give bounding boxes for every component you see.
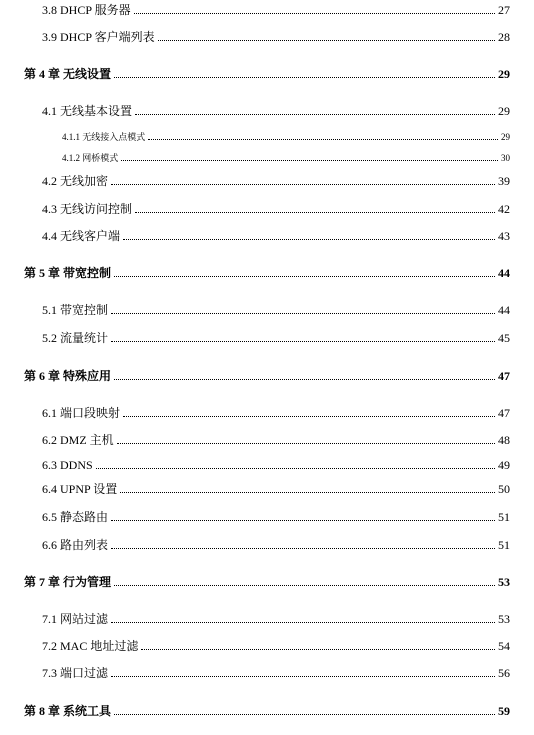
toc-page-number: 50 [498,482,510,496]
toc-page-number: 48 [498,433,510,447]
dot-leader [96,468,495,469]
dot-leader [111,341,495,342]
toc-entry-5-1[interactable] [42,301,510,318]
dot-leader [111,622,495,623]
dot-leader [117,443,495,444]
dot-leader [135,212,495,213]
toc-page-number: 29 [498,67,510,81]
toc-entry-6-4[interactable] [42,480,510,497]
toc-entry-6-2[interactable] [42,431,510,448]
toc-title: 7.3 端口过滤 [42,666,109,680]
toc-title: 第 4 章 无线设置 [24,67,112,81]
toc-page-number: 27 [498,3,510,17]
toc-page-number: 43 [498,229,510,243]
dot-leader [120,492,495,493]
toc-title: 4.4 无线客户端 [42,229,121,243]
toc-chapter-4[interactable] [24,65,510,82]
toc-title: 第 8 章 系统工具 [24,704,112,718]
dot-leader [135,114,495,115]
toc-entry-7-2[interactable] [42,637,510,654]
dot-leader [158,40,495,41]
toc-page-number: 47 [498,406,510,420]
toc-entry-3-8[interactable] [42,1,510,18]
toc-title: 第 7 章 行为管理 [24,575,112,589]
toc-title: 5.2 流量统计 [42,331,109,345]
toc-title: 6.2 DMZ 主机 [42,433,114,447]
toc-page-number: 53 [498,575,510,589]
toc-title: 4.1.1 无线接入点模式 [62,132,146,142]
toc-page-number: 53 [498,612,510,626]
toc-entry-7-1[interactable] [42,610,510,627]
toc-page-number: 47 [498,369,510,383]
toc-title: 6.5 静态路由 [42,510,109,524]
toc-entry-6-6[interactable] [42,536,510,553]
toc-title: 4.1.2 网桥模式 [62,153,119,163]
toc-title: 7.2 MAC 地址过滤 [42,639,139,653]
toc-page-number: 28 [498,30,510,44]
toc-entry-4-3[interactable] [42,200,510,217]
toc-title: 5.1 带宽控制 [42,303,109,317]
toc-page-number: 44 [498,266,510,280]
toc-page-number: 59 [498,704,510,718]
dot-leader [114,714,495,715]
toc-title: 6.1 端口段映射 [42,406,121,420]
toc-title: 4.3 无线访问控制 [42,202,133,216]
dot-leader [148,139,498,140]
toc-entry-4-1-2[interactable] [62,151,510,164]
toc-entry-4-1[interactable] [42,102,510,119]
dot-leader [111,676,495,677]
toc-chapter-5[interactable] [24,264,510,281]
toc-chapter-6[interactable] [24,367,510,384]
toc-title: 4.2 无线加密 [42,174,109,188]
dot-leader [111,548,495,549]
dot-leader [141,649,495,650]
toc-title: 7.1 网站过滤 [42,612,109,626]
toc-entry-6-1[interactable] [42,404,510,421]
toc-page-number: 29 [501,132,510,142]
toc-title: 3.9 DHCP 客户端列表 [42,30,155,44]
toc-page-number: 54 [498,639,510,653]
toc-chapter-8[interactable] [24,702,510,719]
toc-page-number: 44 [498,303,510,317]
toc-page-number: 51 [498,538,510,552]
toc-entry-6-3[interactable] [42,458,510,473]
toc-title: 第 5 章 带宽控制 [24,266,112,280]
toc-title: 4.1 无线基本设置 [42,104,133,118]
toc-title: 6.3 DDNS [42,458,93,472]
toc-page-number: 51 [498,510,510,524]
toc-title: 6.4 UPNP 设置 [42,482,118,496]
toc-entry-7-3[interactable] [42,664,510,681]
toc-entry-5-2[interactable] [42,329,510,346]
toc-page-number: 29 [498,104,510,118]
toc-page-number: 56 [498,666,510,680]
toc-title: 6.6 路由列表 [42,538,109,552]
toc-page-number: 30 [501,153,510,163]
dot-leader [123,239,495,240]
toc-page-number: 45 [498,331,510,345]
dot-leader [121,160,498,161]
toc-entry-4-4[interactable] [42,227,510,244]
dot-leader [114,77,495,78]
dot-leader [134,13,495,14]
toc-entry-4-2[interactable] [42,172,510,189]
toc-chapter-7[interactable] [24,573,510,590]
dot-leader [123,416,495,417]
toc-title: 3.8 DHCP 服务器 [42,3,131,17]
toc-entry-3-9[interactable] [42,28,510,45]
toc-entry-4-1-1[interactable] [62,130,510,143]
toc-page-number: 42 [498,202,510,216]
toc-title: 第 6 章 特殊应用 [24,369,112,383]
dot-leader [111,520,495,521]
toc-page-number: 39 [498,174,510,188]
dot-leader [114,379,495,380]
dot-leader [111,184,495,185]
dot-leader [114,585,495,586]
dot-leader [114,276,495,277]
toc-entry-6-5[interactable] [42,508,510,525]
toc-page-number: 49 [498,458,510,472]
dot-leader [111,313,495,314]
